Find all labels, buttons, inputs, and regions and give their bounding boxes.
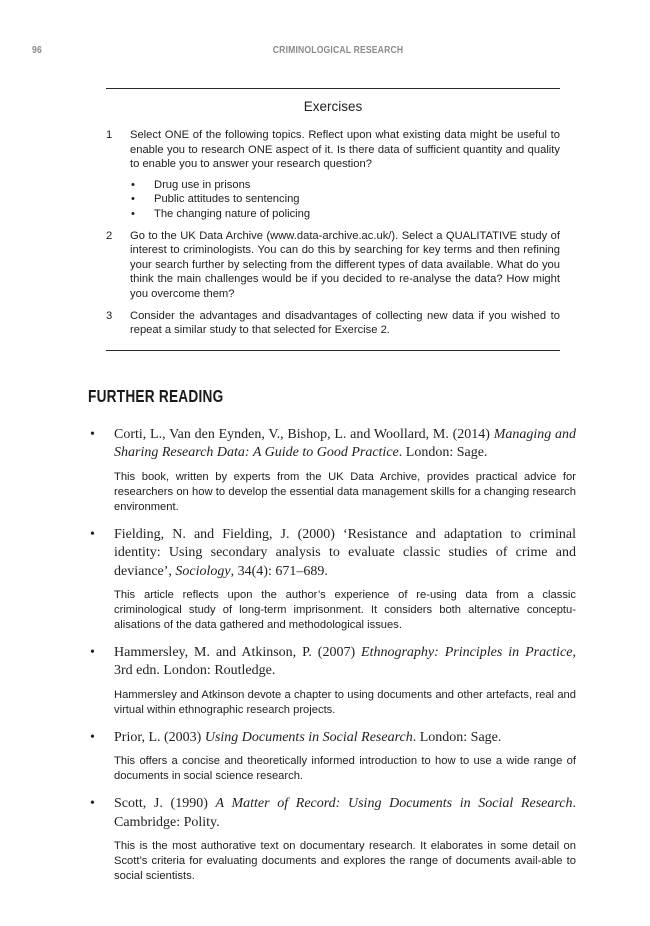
exercise-text: Consider the advantages and disadvantages of collecting new data if you wished to repeat a similar study to that selected for Exercise 2. bbox=[130, 309, 560, 337]
reference-item bbox=[88, 795, 576, 884]
exercise-number: 2 bbox=[106, 229, 113, 242]
citation: Corti, L., Van den Eynden, V., Bishop, L. and Woollard, M. (2014) Managing and Sharing Research Data: A Guide to Good Practice. London: Sage. bbox=[114, 427, 576, 461]
page-number: 96 bbox=[32, 45, 42, 56]
bullet-icon: • bbox=[131, 193, 135, 206]
bullet-icon: • bbox=[90, 796, 95, 812]
annotation: This book, written by experts from the UK Data Archive, provides practical advice for researchers on how to develop the essential data management skills for a changing research environment. bbox=[114, 470, 576, 513]
exercise-text: Go to the UK Data Archive (www.data-archive.ac.uk/). Select a QUALITATIVE study of interest to criminologists. You can do this by searching for key terms and then refining your search further by selecting from the different types of data available. What do you think the main challenges would be if you decided to re-analyse the data? How might you overcome them? bbox=[130, 229, 560, 300]
bullet-icon: • bbox=[90, 526, 95, 542]
citation: Scott, J. (1990) A Matter of Record: Using Documents in Social Research. Cambridge: Polity. bbox=[114, 796, 576, 830]
work-title: Sociology bbox=[175, 563, 231, 579]
exercise-number: 1 bbox=[106, 129, 113, 141]
exercise-text: Select ONE of the following topics. Reflect upon what existing data might be useful to enable you to research ONE aspect of it. Is there data of sufficient quantity and quality to enable you to answer your research question? bbox=[130, 129, 560, 171]
list-item bbox=[130, 192, 560, 207]
exercise-item bbox=[106, 128, 560, 222]
list-item bbox=[130, 178, 560, 193]
section-heading: FURTHER READING bbox=[88, 386, 224, 406]
annotation: This article reflects upon the author’s experience of re-using data from a classic criminological study of long-term imprisonment. It considers both alternative conceptu-alisations of the data gathered and methodological issues. bbox=[114, 589, 576, 632]
annotation: This is the most authorative text on documentary research. It elaborates in some detail on Scott’s criteria for evaluating documents and explores the range of documents avail-able to social scientists. bbox=[114, 840, 576, 883]
work-title: Managing and Sharing Research Data: A Guide to Good Practice bbox=[114, 427, 576, 461]
topic-text: Public attitudes to sentencing bbox=[154, 193, 300, 206]
reference-item bbox=[88, 426, 576, 515]
work-title: Using Documents in Social Research bbox=[204, 729, 413, 745]
annotation: This offers a concise and theoretically informed introduction to how to use a wide range of documents in social science research. bbox=[114, 755, 576, 783]
running-header bbox=[32, 45, 536, 59]
reference-list bbox=[88, 426, 576, 895]
bullet-icon: • bbox=[90, 645, 95, 661]
bullet-icon: • bbox=[131, 207, 135, 220]
list-item bbox=[130, 207, 560, 222]
topic-list bbox=[130, 178, 560, 222]
bullet-icon: • bbox=[90, 427, 95, 442]
reference-item bbox=[88, 729, 576, 784]
topic-text: Drug use in prisons bbox=[154, 178, 251, 191]
exercises-title: Exercises bbox=[303, 99, 363, 114]
reference-item bbox=[88, 644, 576, 718]
reference-item bbox=[88, 526, 576, 633]
topic-text: The changing nature of policing bbox=[154, 207, 311, 220]
running-title: CRIMINOLOGICAL RESEARCH bbox=[272, 45, 404, 56]
work-title: A Matter of Record: Using Documents in Social Research bbox=[215, 796, 573, 812]
citation: Hammersley, M. and Atkinson, P. (2007) Ethnography: Principles in Practice, 3rd edn. London: Routledge. bbox=[114, 645, 576, 679]
exercise-item bbox=[106, 229, 560, 302]
citation: Prior, L. (2003) Using Documents in Social Research. London: Sage. bbox=[114, 729, 502, 745]
work-title: Ethnography: Principles in Practice bbox=[361, 645, 573, 661]
exercises-box bbox=[106, 88, 560, 351]
citation: Fielding, N. and Fielding, J. (2000) ‘Resistance and adaptation to criminal identity: Using secondary analysis to evaluate classic studies of crime and deviance’, Sociology, 34(4): 671–689. bbox=[114, 526, 576, 579]
exercise-item bbox=[106, 309, 560, 338]
bullet-icon: • bbox=[90, 729, 95, 745]
annotation: Hammersley and Atkinson devote a chapter to using documents and other artefacts, real and virtual within ethnographic research projects. bbox=[114, 688, 576, 716]
bullet-icon: • bbox=[131, 178, 135, 191]
exercise-number: 3 bbox=[106, 309, 113, 322]
